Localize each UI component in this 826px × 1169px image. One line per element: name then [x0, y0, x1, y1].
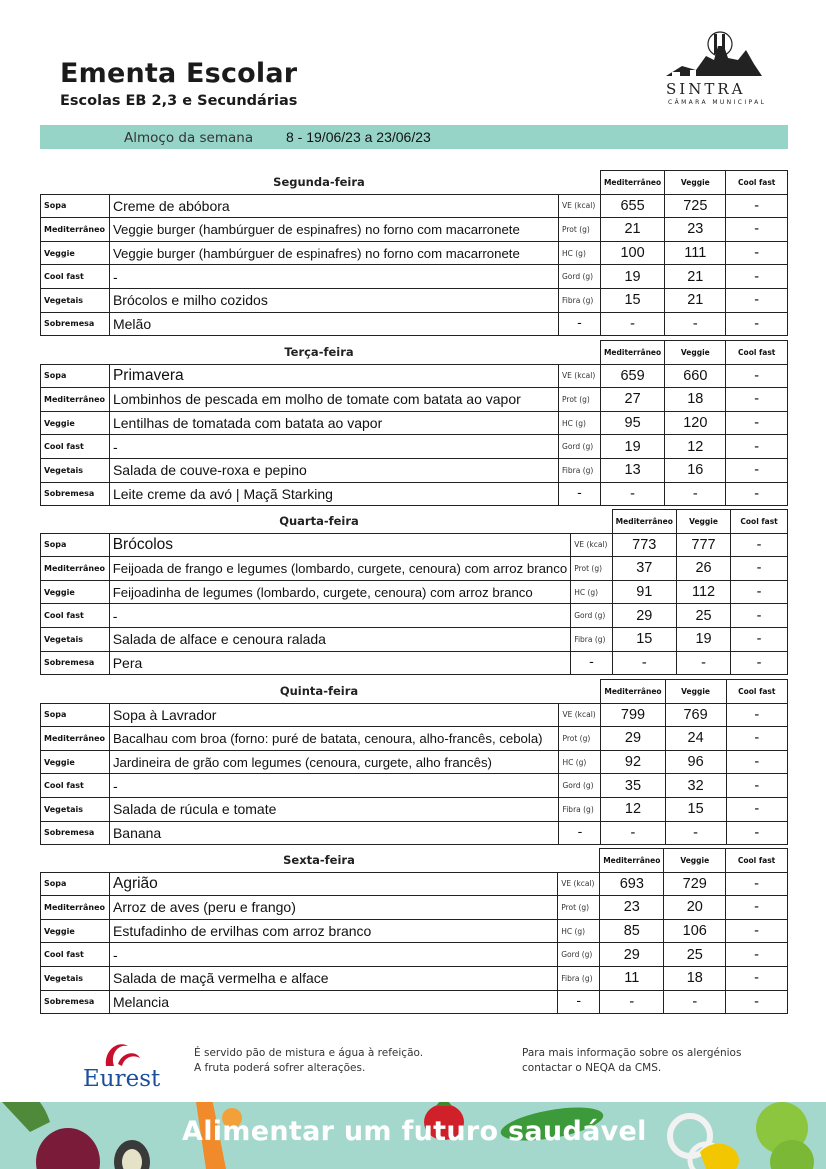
- veggie-value: 660: [665, 364, 726, 388]
- dish-cell: -: [109, 435, 558, 459]
- day-name: Quinta-feira: [279, 684, 359, 698]
- mediterraneo-value: -: [601, 821, 665, 845]
- mediterraneo-value: 21: [600, 218, 664, 242]
- cool-fast-value: -: [731, 557, 788, 581]
- day-menu: [40, 848, 788, 1013]
- note-line: contactar o NEQA da CMS.: [522, 1062, 662, 1074]
- day-name: Terça-feira: [284, 345, 354, 359]
- veggie-value: 729: [664, 872, 726, 896]
- cool-fast-value: -: [726, 750, 787, 774]
- mediterraneo-value: 37: [612, 557, 676, 581]
- veggie-value: 25: [676, 604, 730, 628]
- nutrient-cell: VE (kcal): [558, 872, 600, 896]
- category-cell: Veggie: [41, 411, 110, 435]
- veggie-value: 16: [665, 458, 726, 482]
- mediterraneo-value: 35: [601, 774, 665, 798]
- nutrient-cell: VE (kcal): [559, 194, 601, 218]
- dish-cell: Jardineira de grão com legumes (cenoura, curgete, alho francês): [109, 750, 559, 774]
- cool-fast-value: -: [731, 627, 788, 651]
- dish-cell: -: [109, 774, 559, 798]
- column-header: Veggie: [665, 680, 726, 704]
- veggie-value: 96: [665, 750, 726, 774]
- veggie-value: 777: [676, 533, 730, 557]
- dish-cell: Bacalhau com broa (forno: puré de batata, cenoura, alho-francês, cebola): [109, 727, 559, 751]
- category-cell: Cool fast: [41, 265, 110, 289]
- dish-cell: Salada de maçã vermelha e alface: [109, 966, 557, 990]
- mediterraneo-value: 15: [612, 627, 676, 651]
- category-cell: Veggie: [41, 241, 110, 265]
- nutrient-cell: VE (kcal): [571, 533, 612, 557]
- mediterraneo-value: 19: [600, 265, 664, 289]
- day-name: Sexta-feira: [283, 853, 355, 867]
- mediterraneo-value: -: [612, 651, 676, 675]
- day-menu: [40, 340, 788, 505]
- dish-cell: Banana: [109, 821, 559, 845]
- allergen-note: [522, 1046, 741, 1076]
- cool-fast-value: -: [726, 194, 788, 218]
- column-header: Mediterrâneo: [600, 171, 664, 195]
- dish-cell: Feijoadinha de legumes (lombardo, curgete, cenoura) com arroz branco: [109, 580, 570, 604]
- mediterraneo-value: 27: [600, 388, 664, 412]
- nutrient-cell: Fibra (g): [571, 627, 612, 651]
- dish-cell: Lentilhas de tomatada com batata ao vapor: [109, 411, 558, 435]
- dish-cell: Veggie burger (hambúrguer de espinafres) no forno com macarronete: [109, 218, 558, 242]
- dish-cell: Brócolos e milho cozidos: [109, 288, 558, 312]
- veggie-value: -: [665, 482, 726, 506]
- table-row: [41, 580, 788, 604]
- day-name: Segunda-feira: [273, 175, 365, 189]
- dish-cell: Creme de abóbora: [109, 194, 558, 218]
- table-row: [41, 241, 788, 265]
- slogan: Alimentar um futuro saudável: [182, 1116, 647, 1147]
- mediterraneo-value: 92: [601, 750, 665, 774]
- category-cell: Veggie: [41, 580, 110, 604]
- veggie-value: 769: [665, 703, 726, 727]
- mediterraneo-value: 655: [600, 194, 664, 218]
- veggie-value: 21: [665, 265, 726, 289]
- nutrient-cell: -: [571, 651, 612, 675]
- dish-cell: Salada de rúcula e tomate: [109, 797, 559, 821]
- menu-table: [40, 340, 788, 506]
- table-row: [41, 218, 788, 242]
- week-bar: [40, 125, 788, 149]
- eurest-logo-text: Eurest: [83, 1066, 161, 1092]
- nutrient-cell: Prot (g): [559, 388, 601, 412]
- table-row: [41, 411, 788, 435]
- mediterraneo-value: 23: [600, 896, 664, 920]
- column-header: Veggie: [676, 510, 730, 534]
- dish-cell: Salada de alface e cenoura ralada: [109, 627, 570, 651]
- table-row: [41, 727, 788, 751]
- logo-subtext: CÂMARA MUNICIPAL: [668, 99, 767, 106]
- category-cell: Cool fast: [41, 435, 110, 459]
- table-row: [41, 990, 788, 1014]
- veggie-value: 19: [676, 627, 730, 651]
- cool-fast-value: -: [731, 580, 788, 604]
- week-dates: 8 - 19/06/23 a 23/06/23: [286, 129, 431, 145]
- dish-cell: Brócolos: [109, 533, 570, 557]
- nutrient-cell: Gord (g): [559, 265, 601, 289]
- cool-fast-value: -: [726, 241, 788, 265]
- category-cell: Sobremesa: [41, 990, 110, 1014]
- column-header: Veggie: [665, 171, 726, 195]
- table-row: [41, 388, 788, 412]
- veggie-value: 23: [665, 218, 726, 242]
- table-row: [41, 703, 788, 727]
- table-row: [41, 896, 788, 920]
- mediterraneo-value: 693: [600, 872, 664, 896]
- nutrient-cell: Gord (g): [571, 604, 612, 628]
- dish-cell: Leite creme da avó | Maçã Starking: [109, 482, 558, 506]
- column-header: Cool fast: [726, 341, 788, 365]
- table-row: [41, 627, 788, 651]
- mediterraneo-value: -: [600, 990, 664, 1014]
- mediterraneo-value: 13: [600, 458, 664, 482]
- table-row: [41, 750, 788, 774]
- column-header: Veggie: [664, 849, 726, 873]
- table-row: [41, 435, 788, 459]
- sintra-logo-icon: [662, 30, 772, 110]
- footer-banner: [0, 1102, 826, 1169]
- week-label: Almoço da semana: [124, 130, 254, 146]
- category-cell: Cool fast: [41, 943, 110, 967]
- nutrient-cell: -: [559, 821, 601, 845]
- category-cell: Cool fast: [41, 774, 110, 798]
- table-row: [41, 872, 788, 896]
- dish-cell: Salada de couve-roxa e pepino: [109, 458, 558, 482]
- cool-fast-value: -: [726, 218, 788, 242]
- column-header: Cool fast: [726, 849, 788, 873]
- table-row: [41, 265, 788, 289]
- category-cell: Mediterrâneo: [41, 388, 110, 412]
- category-cell: Mediterrâneo: [41, 218, 110, 242]
- note-line: A fruta poderá sofrer alterações.: [194, 1062, 366, 1074]
- column-header: Mediterrâneo: [601, 680, 665, 704]
- dish-cell: Melancia: [109, 990, 557, 1014]
- menu-table: [40, 679, 788, 845]
- dish-cell: Melão: [109, 312, 558, 336]
- cool-fast-value: -: [731, 533, 788, 557]
- dish-cell: Feijoada de frango e legumes (lombardo, curgete, cenoura) com arroz branco: [109, 557, 570, 581]
- table-row: [41, 919, 788, 943]
- nutrient-cell: -: [559, 312, 601, 336]
- nutrient-cell: -: [558, 990, 600, 1014]
- nutrient-cell: Prot (g): [559, 218, 601, 242]
- veggie-value: 106: [664, 919, 726, 943]
- category-cell: Sobremesa: [41, 821, 110, 845]
- day-menu: [40, 509, 788, 674]
- table-row: [41, 194, 788, 218]
- nutrient-cell: Prot (g): [558, 896, 600, 920]
- mediterraneo-value: 91: [612, 580, 676, 604]
- veggie-value: 725: [665, 194, 726, 218]
- nutrient-cell: HC (g): [571, 580, 612, 604]
- category-cell: Sopa: [41, 533, 110, 557]
- dish-cell: -: [109, 943, 557, 967]
- nutrient-cell: Fibra (g): [559, 797, 601, 821]
- mediterraneo-value: 11: [600, 966, 664, 990]
- veggie-value: 120: [665, 411, 726, 435]
- column-header: Mediterrâneo: [600, 341, 664, 365]
- nutrient-cell: Prot (g): [559, 727, 601, 751]
- veggie-value: -: [665, 312, 726, 336]
- cool-fast-value: -: [726, 872, 788, 896]
- cool-fast-value: -: [726, 435, 788, 459]
- note-line: Para mais informação sobre os alergénios: [522, 1047, 742, 1059]
- veggie-value: 12: [665, 435, 726, 459]
- menu-table: [40, 509, 788, 675]
- cool-fast-value: -: [726, 411, 788, 435]
- dish-cell: Arroz de aves (peru e frango): [109, 896, 557, 920]
- table-row: [41, 482, 788, 506]
- dish-cell: Primavera: [109, 364, 558, 388]
- mediterraneo-value: 85: [600, 919, 664, 943]
- day-name: Quarta-feira: [279, 514, 359, 528]
- category-cell: Sopa: [41, 364, 110, 388]
- nutrient-cell: Fibra (g): [558, 966, 600, 990]
- cool-fast-value: -: [726, 727, 787, 751]
- category-cell: Sobremesa: [41, 312, 110, 336]
- category-cell: Sobremesa: [41, 651, 110, 675]
- nutrient-cell: VE (kcal): [559, 703, 601, 727]
- note-line: É servido pão de mistura e água à refeição.: [194, 1047, 424, 1059]
- cool-fast-value: -: [726, 966, 788, 990]
- veggie-value: 21: [665, 288, 726, 312]
- table-row: [41, 288, 788, 312]
- mediterraneo-value: 19: [600, 435, 664, 459]
- mediterraneo-value: 100: [600, 241, 664, 265]
- veggie-value: 26: [676, 557, 730, 581]
- cool-fast-value: -: [726, 458, 788, 482]
- day-menu: [40, 170, 788, 335]
- table-row: [41, 458, 788, 482]
- nutrient-cell: HC (g): [559, 750, 601, 774]
- mediterraneo-value: 15: [600, 288, 664, 312]
- category-cell: Vegetais: [41, 458, 110, 482]
- mediterraneo-value: 29: [601, 727, 665, 751]
- menu-table: [40, 170, 788, 336]
- mediterraneo-value: 29: [612, 604, 676, 628]
- column-header: Mediterrâneo: [612, 510, 676, 534]
- cool-fast-value: -: [731, 651, 788, 675]
- dish-cell: -: [109, 604, 570, 628]
- day-menu: [40, 679, 788, 844]
- category-cell: Mediterrâneo: [41, 896, 110, 920]
- nutrient-cell: Prot (g): [571, 557, 612, 581]
- table-row: [41, 651, 788, 675]
- cool-fast-value: -: [726, 919, 788, 943]
- table-row: [41, 604, 788, 628]
- veggie-value: 18: [664, 966, 726, 990]
- table-row: [41, 797, 788, 821]
- bread-water-note: [194, 1046, 423, 1076]
- column-header: Veggie: [665, 341, 726, 365]
- cool-fast-value: -: [726, 821, 787, 845]
- category-cell: Sopa: [41, 194, 110, 218]
- nutrient-cell: -: [559, 482, 601, 506]
- column-header: Cool fast: [731, 510, 788, 534]
- nutrient-cell: HC (g): [558, 919, 600, 943]
- dish-cell: Pera: [109, 651, 570, 675]
- cool-fast-value: -: [731, 604, 788, 628]
- category-cell: Mediterrâneo: [41, 727, 110, 751]
- nutrient-cell: Gord (g): [558, 943, 600, 967]
- veggie-value: 111: [665, 241, 726, 265]
- veggie-value: 20: [664, 896, 726, 920]
- category-cell: Sobremesa: [41, 482, 110, 506]
- dish-cell: Sopa à Lavrador: [109, 703, 559, 727]
- page-title: Ementa Escolar: [60, 58, 298, 89]
- table-row: [41, 533, 788, 557]
- mediterraneo-value: 773: [612, 533, 676, 557]
- mediterraneo-value: 29: [600, 943, 664, 967]
- table-row: [41, 821, 788, 845]
- mediterraneo-value: 659: [600, 364, 664, 388]
- mediterraneo-value: -: [600, 312, 664, 336]
- dish-cell: Agrião: [109, 872, 557, 896]
- menu-table: [40, 848, 788, 1014]
- table-row: [41, 557, 788, 581]
- category-cell: Veggie: [41, 919, 110, 943]
- cool-fast-value: -: [726, 943, 788, 967]
- table-row: [41, 774, 788, 798]
- dish-cell: Veggie burger (hambúrguer de espinafres) no forno com macarronete: [109, 241, 558, 265]
- category-cell: Vegetais: [41, 966, 110, 990]
- category-cell: Veggie: [41, 750, 110, 774]
- veggie-value: 24: [665, 727, 726, 751]
- nutrient-cell: Fibra (g): [559, 288, 601, 312]
- table-row: [41, 312, 788, 336]
- column-header: Mediterrâneo: [600, 849, 664, 873]
- mediterraneo-value: 12: [601, 797, 665, 821]
- cool-fast-value: -: [726, 774, 787, 798]
- veggie-value: 112: [676, 580, 730, 604]
- veggie-value: 18: [665, 388, 726, 412]
- cool-fast-value: -: [726, 896, 788, 920]
- mediterraneo-value: 95: [600, 411, 664, 435]
- cool-fast-value: -: [726, 797, 787, 821]
- dish-cell: Lombinhos de pescada em molho de tomate com batata ao vapor: [109, 388, 558, 412]
- nutrient-cell: HC (g): [559, 241, 601, 265]
- category-cell: Cool fast: [41, 604, 110, 628]
- cool-fast-value: -: [726, 703, 787, 727]
- logo-text: SINTRA: [666, 80, 746, 98]
- category-cell: Vegetais: [41, 288, 110, 312]
- page-subtitle: Escolas EB 2,3 e Secundárias: [60, 93, 298, 109]
- nutrient-cell: Gord (g): [559, 435, 601, 459]
- nutrient-cell: VE (kcal): [559, 364, 601, 388]
- category-cell: Sopa: [41, 872, 110, 896]
- veggie-value: -: [664, 990, 726, 1014]
- nutrient-cell: Gord (g): [559, 774, 601, 798]
- veggie-value: -: [665, 821, 726, 845]
- cool-fast-value: -: [726, 288, 788, 312]
- category-cell: Mediterrâneo: [41, 557, 110, 581]
- nutrient-cell: HC (g): [559, 411, 601, 435]
- mediterraneo-value: -: [600, 482, 664, 506]
- veggie-value: -: [676, 651, 730, 675]
- category-cell: Sopa: [41, 703, 110, 727]
- veggie-value: 32: [665, 774, 726, 798]
- cool-fast-value: -: [726, 388, 788, 412]
- nutrient-cell: Fibra (g): [559, 458, 601, 482]
- category-cell: Vegetais: [41, 797, 110, 821]
- cool-fast-value: -: [726, 364, 788, 388]
- cool-fast-value: -: [726, 265, 788, 289]
- dish-cell: Estufadinho de ervilhas com arroz branco: [109, 919, 557, 943]
- cool-fast-value: -: [726, 990, 788, 1014]
- dish-cell: -: [109, 265, 558, 289]
- table-row: [41, 966, 788, 990]
- column-header: Cool fast: [726, 171, 788, 195]
- table-row: [41, 943, 788, 967]
- column-header: Cool fast: [726, 680, 787, 704]
- veggie-value: 15: [665, 797, 726, 821]
- mediterraneo-value: 799: [601, 703, 665, 727]
- cool-fast-value: -: [726, 312, 788, 336]
- table-row: [41, 364, 788, 388]
- cool-fast-value: -: [726, 482, 788, 506]
- veggie-value: 25: [664, 943, 726, 967]
- category-cell: Vegetais: [41, 627, 110, 651]
